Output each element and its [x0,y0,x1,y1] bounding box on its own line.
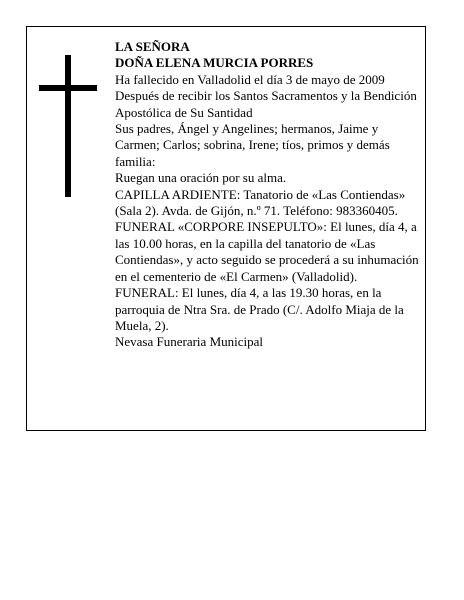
cross-icon [39,55,97,197]
deceased-name: DOÑA ELENA MURCIA PORRES [115,55,314,71]
cross-vertical-bar [65,55,71,197]
funeral-mass: FUNERAL: El lunes, día 4, a las 19.30 horas, en la parroquia de Ntra Sra. de Prado (C/. Adolfo Miaja de la Muela, 2). [115,285,404,333]
family-list: Sus padres, Ángel y Angelines; hermanos, Jaime y Carmen; Carlos; sobrina, Irene; tíos, primos y demás familia: [115,121,390,169]
chapel-info: CAPILLA ARDIENTE: Tanatorio de «Las Contiendas» (Sala 2). Avda. de Gijón, n.º 71. Teléfono: 983360405. [115,186,406,219]
obituary-notice [26,26,426,431]
death-announcement: Ha fallecido en Valladolid el día 3 de mayo de 2009 [115,71,385,87]
funeral-corpore-insepulto: FUNERAL «CORPORE INSEPULTO»: El lunes, día 4, a las 10.00 horas, en la capilla del tanatorio de «Las Contiendas», y acto seguido se procederá a su inhumación en el cementerio de «El Carmen» (Valladolid). [115,219,419,284]
cross-horizontal-bar [39,85,97,91]
notice-text [115,39,421,351]
funeral-home: Nevasa Funeraria Municipal [115,334,264,350]
sacraments-line: Después de recibir los Santos Sacramentos y la Bendición Apostólica de Su Santidad [115,88,417,120]
prayer-request: Ruegan una oración por su alma. [115,170,287,186]
notice-title: LA SEÑORA [115,39,190,54]
